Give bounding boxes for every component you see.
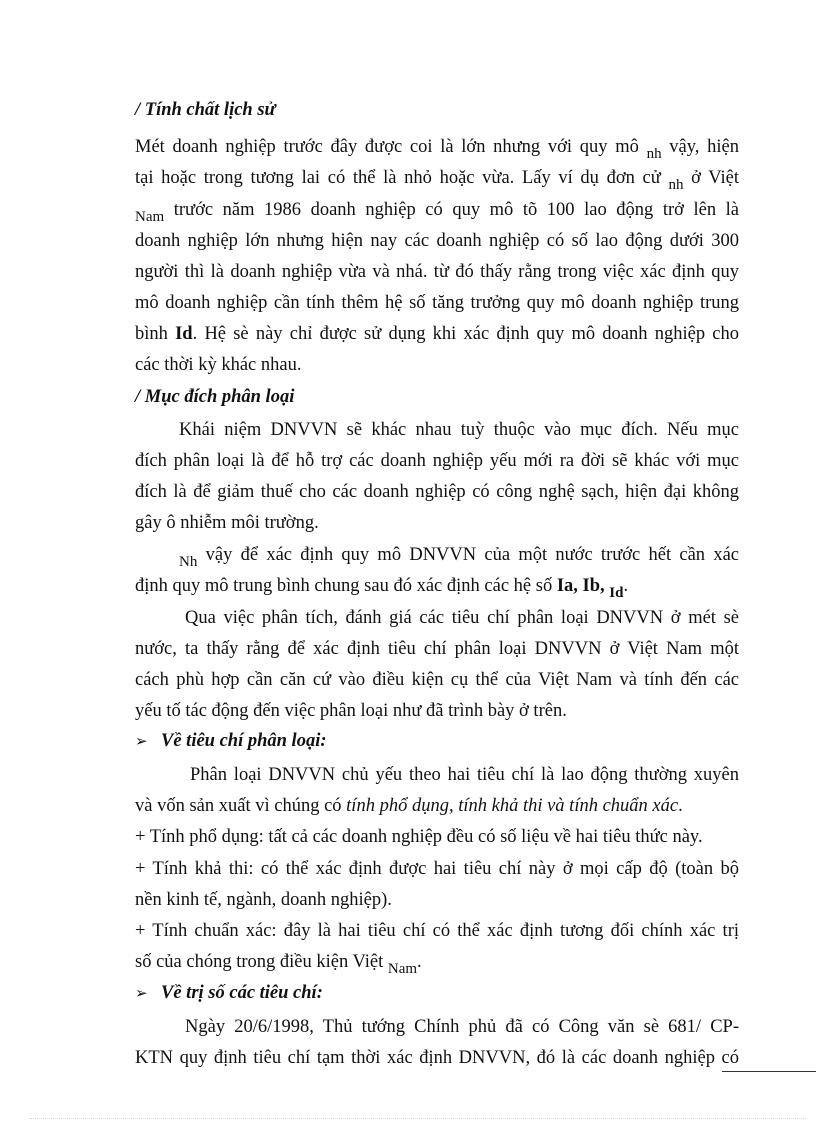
page-bottom-border: [30, 1118, 806, 1119]
para7-line2: nền kinh tế, ngành, doanh nghiệp).: [135, 890, 392, 910]
para8-line1: + Tính chuẩn xác: đây là hai tiêu chí có thể xác định tương đối chính xác trị: [135, 921, 739, 941]
para2-line2: đích phân loại là để hỗ trợ các doanh nghiệp yếu mới ra đời sẽ khác với mục: [135, 451, 739, 471]
para3-line2: định quy mô trung bình chung sau đó xác định các hệ số Ia, Ib, $_{Id}$.: [135, 576, 629, 601]
para4-line4: yếu tố tác động đến việc phân loại như đã trình bày ở trên.: [135, 701, 567, 721]
para5-line1: Phân loại DNVVN chủ yếu theo hai tiêu chí là lao động thường xuyên: [190, 765, 739, 785]
para2-line4: gây ô nhiễm môi trường.: [135, 513, 319, 533]
para1-line7: bình Id. Hệ sè này chỉ được sử dụng khi xác định quy mô doanh nghiệp cho: [135, 324, 739, 344]
para3-line1: $_{Nh}$ vậy để xác định quy mô DNVVN của một nước trước hết cần xác: [179, 545, 739, 570]
para4-line1: Qua việc phân tích, đánh giá các tiêu chí phân loại DNVVN ở mét sè: [185, 608, 739, 628]
para2-line1: Khái niệm DNVVN sẽ khác nhau tuỳ thuộc vào mục đích. Nếu mục: [179, 420, 739, 440]
para1-line5: người thì là doanh nghiệp vừa và nhá. từ đó thấy rằng trong việc xác định quy: [135, 262, 739, 282]
heading-criteria: ➢ Về tiêu chí phân loại:: [135, 731, 327, 751]
para4-line3: cách phù hợp cần căn cứ vào điều kiện cụ thể của Việt Nam và tính đến các: [135, 670, 739, 690]
para5-line2: và vốn sản xuất vì chúng có tính phổ dụng, tính khả thi và tính chuẩn xác.: [135, 796, 683, 816]
para9-line1: Ngày 20/6/1998, Thủ tướng Chính phủ đã có Công văn sè 681/ CP-: [185, 1017, 739, 1037]
para1-line8: các thời kỳ khác nhau.: [135, 355, 302, 375]
para1-line4: doanh nghiệp lớn nhưng hiện nay các doanh nghiệp có số lao động dưới 300: [135, 231, 739, 251]
para7-line1: + Tính khả thi: có thể xác định được hai tiêu chí này ở mọi cấp độ (toàn bộ: [135, 859, 739, 879]
para1-line2: tại hoặc trong tương lai có thể là nhỏ hoặc vừa. Lấy ví dụ đơn cử $_{nh}$ ở Việt: [135, 168, 739, 193]
heading-purpose: / Mục đích phân loại: [135, 387, 295, 407]
footer-rule: [722, 1071, 816, 1072]
para8-line2: số của chóng trong điều kiện Việt $_{Nam}$.: [135, 952, 422, 977]
para1-line3: $_{Nam}$ trước năm 1986 doanh nghiệp có quy mô tõ 100 lao động trở lên là: [135, 200, 739, 225]
heading-values: ➢ Về trị số các tiêu chí:: [135, 983, 323, 1003]
arrow-bullet-icon: ➢: [135, 734, 148, 750]
arrow-bullet-icon: ➢: [135, 986, 148, 1002]
para6-line1: + Tính phổ dụng: tất cả các doanh nghiệp đều có số liệu về hai tiêu thức này.: [135, 827, 703, 847]
para9-line2: KTN quy định tiêu chí tạm thời xác định DNVVN, đó là các doanh nghiệp có: [135, 1048, 739, 1068]
para2-line3: đích là để giảm thuế cho các doanh nghiệp có công nghệ sạch, hiện đại không: [135, 482, 739, 502]
heading-historical: / Tính chất lịch sử: [135, 100, 276, 120]
para1-line6: mô doanh nghiệp cần tính thêm hệ số tăng trưởng quy mô doanh nghiệp trung: [135, 293, 739, 313]
para4-line2: nước, ta thấy rằng để xác định tiêu chí phân loại DNVVN ở Việt Nam một: [135, 639, 739, 659]
para1-line1: Mét doanh nghiệp trước đây được coi là lớn nhưng với quy mô $_{nh}$ vậy, hiện: [135, 137, 739, 162]
